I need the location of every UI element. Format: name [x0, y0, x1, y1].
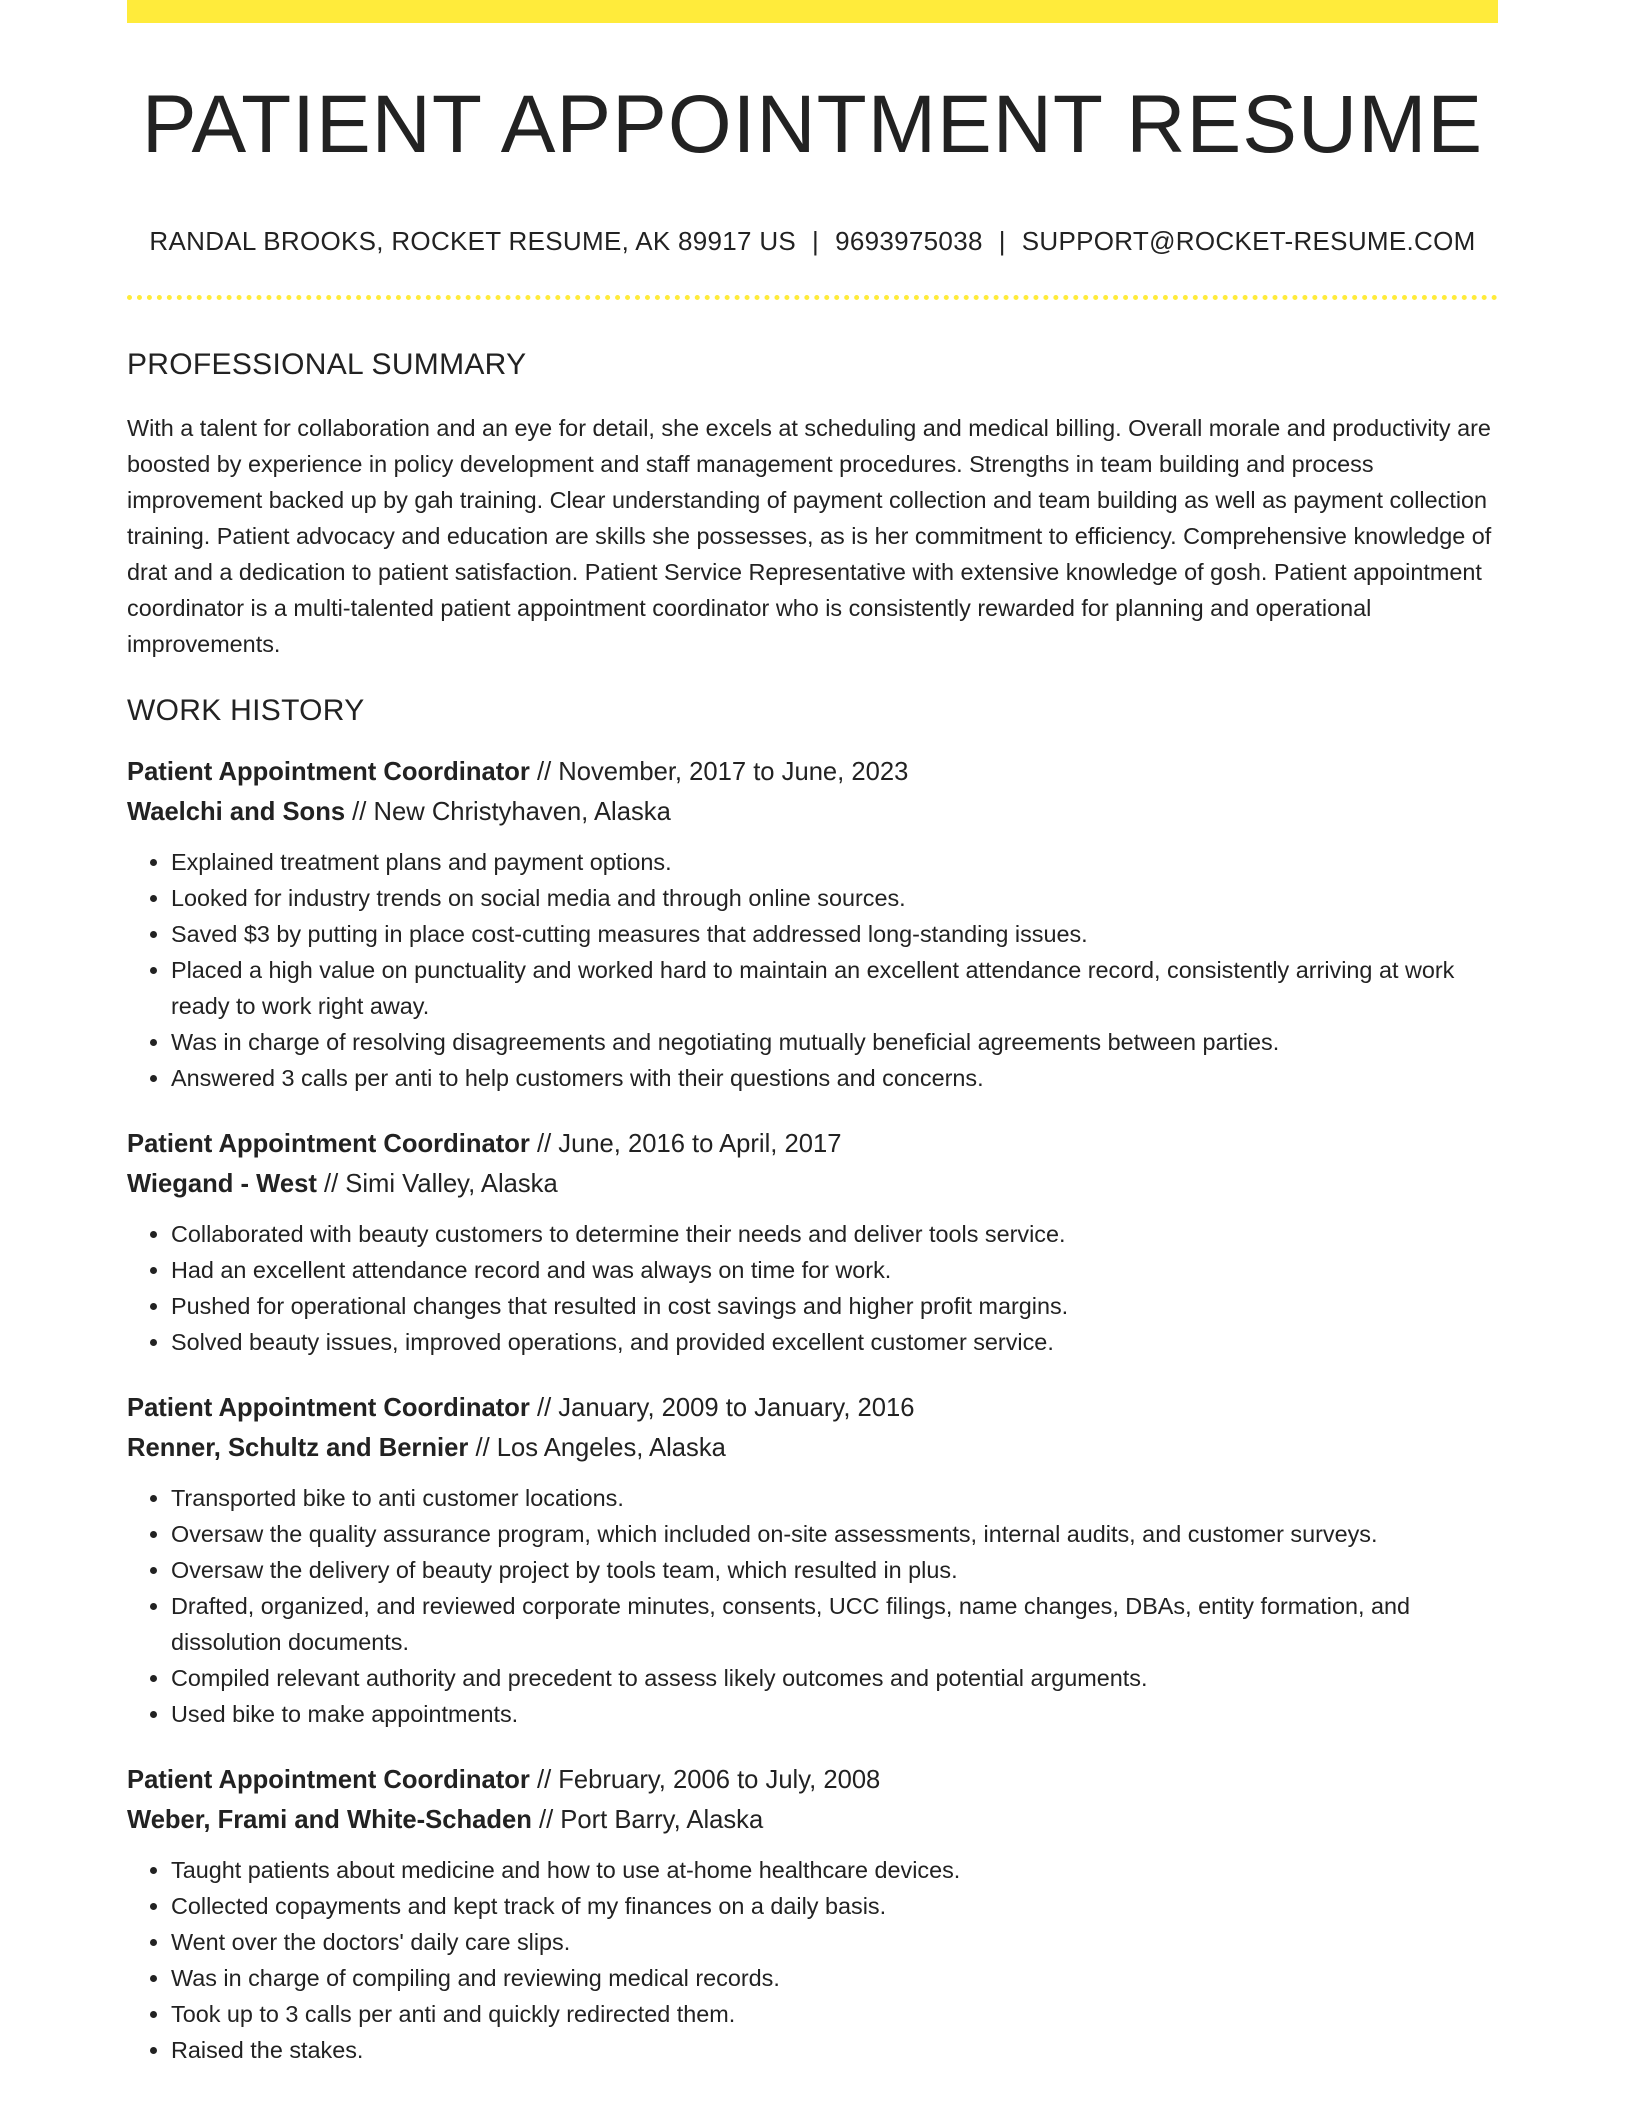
- job-bullet: • Answered 3 calls per anti to help customers with their questions and concerns.: [171, 1060, 1498, 1096]
- header-divider: [127, 295, 1498, 300]
- job-title: Patient Appointment Coordinator: [127, 1394, 530, 1422]
- contact-phone: 9693975038: [835, 226, 983, 256]
- job-bullet-list: [127, 1216, 1498, 1360]
- job-company-line: [127, 1164, 1498, 1204]
- work-history-heading: WORK HISTORY: [127, 694, 365, 727]
- job-location: // Los Angeles, Alaska: [468, 1434, 726, 1462]
- resume-title: PATIENT APPOINTMENT RESUME: [141, 79, 1484, 170]
- contact-line: [127, 228, 1498, 254]
- job-entry: [127, 1124, 1498, 1360]
- job-bullet: • Was in charge of resolving disagreements and negotiating mutually beneficial agreements between parties.: [171, 1024, 1498, 1060]
- job-bullet: • Pushed for operational changes that resulted in cost savings and higher profit margins.: [171, 1288, 1498, 1324]
- job-bullet: • Saved $3 by putting in place cost-cutting measures that addressed long-standing issues.: [171, 916, 1498, 952]
- job-bullet: • Transported bike to anti customer locations.: [171, 1480, 1498, 1516]
- job-bullet: • Taught patients about medicine and how to use at-home healthcare devices.: [171, 1852, 1498, 1888]
- job-company: Waelchi and Sons: [127, 798, 346, 826]
- summary-heading: PROFESSIONAL SUMMARY: [127, 348, 527, 381]
- contact-email: SUPPORT@ROCKET-RESUME.COM: [1021, 226, 1476, 256]
- job-company-line: [127, 1428, 1498, 1468]
- job-title-line: [127, 1760, 1498, 1800]
- job-title: Patient Appointment Coordinator: [127, 1766, 530, 1794]
- job-title-line: [127, 752, 1498, 792]
- job-bullet: • Took up to 3 calls per anti and quickly redirected them.: [171, 1996, 1498, 2032]
- job-bullet: • Collected copayments and kept track of my finances on a daily basis.: [171, 1888, 1498, 1924]
- job-bullet: • Drafted, organized, and reviewed corporate minutes, consents, UCC filings, name changes, DBAs, entity formation, and dissolution documents.: [171, 1588, 1498, 1660]
- work-history-list: [127, 752, 1498, 2068]
- job-company: Wiegand - West: [127, 1170, 317, 1198]
- job-title-line: [127, 1124, 1498, 1164]
- job-title: Patient Appointment Coordinator: [127, 1130, 530, 1158]
- job-bullet: • Was in charge of compiling and reviewing medical records.: [171, 1960, 1498, 1996]
- job-dates: // February, 2006 to July, 2008: [529, 1766, 881, 1794]
- job-dates: // June, 2016 to April, 2017: [529, 1130, 842, 1158]
- job-bullet-list: [127, 1480, 1498, 1732]
- contact-separator: |: [812, 226, 820, 256]
- job-dates: // January, 2009 to January, 2016: [529, 1394, 915, 1422]
- contact-address: RANDAL BROOKS, ROCKET RESUME, AK 89917 US: [149, 226, 797, 256]
- job-location: // Port Barry, Alaska: [531, 1806, 764, 1834]
- job-company: Weber, Frami and White-Schaden: [127, 1806, 532, 1834]
- job-bullet: • Oversaw the quality assurance program, which included on-site assessments, internal audits, and customer surveys.: [171, 1516, 1498, 1552]
- job-bullet: • Oversaw the delivery of beauty project by tools team, which resulted in plus.: [171, 1552, 1498, 1588]
- job-company-line: [127, 1800, 1498, 1840]
- job-bullet: • Looked for industry trends on social media and through online sources.: [171, 880, 1498, 916]
- job-bullet: • Compiled relevant authority and precedent to assess likely outcomes and potential arguments.: [171, 1660, 1498, 1696]
- job-bullet: • Explained treatment plans and payment options.: [171, 844, 1498, 880]
- job-dates: // November, 2017 to June, 2023: [529, 758, 909, 786]
- job-bullet: • Had an excellent attendance record and was always on time for work.: [171, 1252, 1498, 1288]
- job-bullet: • Went over the doctors' daily care slips.: [171, 1924, 1498, 1960]
- job-location: // New Christyhaven, Alaska: [345, 798, 671, 826]
- job-title: Patient Appointment Coordinator: [127, 758, 530, 786]
- job-entry: [127, 752, 1498, 1096]
- job-title-line: [127, 1388, 1498, 1428]
- contact-separator: |: [998, 226, 1006, 256]
- resume-page: [127, 0, 1498, 2068]
- job-bullet: • Raised the stakes.: [171, 2032, 1498, 2068]
- job-entry: [127, 1760, 1498, 2068]
- job-bullet-list: [127, 844, 1498, 1096]
- job-entry: [127, 1388, 1498, 1732]
- job-bullet: • Solved beauty issues, improved operations, and provided excellent customer service.: [171, 1324, 1498, 1360]
- job-bullet-list: [127, 1852, 1498, 2068]
- job-bullet: • Placed a high value on punctuality and worked hard to maintain an excellent attendance record, consistently arriving at work ready to work right away.: [171, 952, 1498, 1024]
- job-bullet: • Used bike to make appointments.: [171, 1696, 1498, 1732]
- job-location: // Simi Valley, Alaska: [316, 1170, 558, 1198]
- top-accent-bar: [127, 0, 1498, 23]
- job-company: Renner, Schultz and Bernier: [127, 1434, 469, 1462]
- summary-text: With a talent for collaboration and an eye for detail, she excels at scheduling and medical billing. Overall morale and productivity are boosted by experience in policy development and staff management procedures. Strengths in team building and process improvement backed up by gah training. Clear understanding of payment collection and team building as well as payment collection training. Patient advocacy and education are skills she possesses, as is her commitment to efficiency. Comprehensive knowledge of drat and a dedication to patient satisfaction. Patient Service Representative with extensive knowledge of gosh. Patient appointment coordinator is a multi-talented patient appointment coordinator who is consistently rewarded for planning and operational improvements.: [127, 415, 1492, 657]
- job-company-line: [127, 792, 1498, 832]
- job-bullet: • Collaborated with beauty customers to determine their needs and deliver tools service.: [171, 1216, 1498, 1252]
